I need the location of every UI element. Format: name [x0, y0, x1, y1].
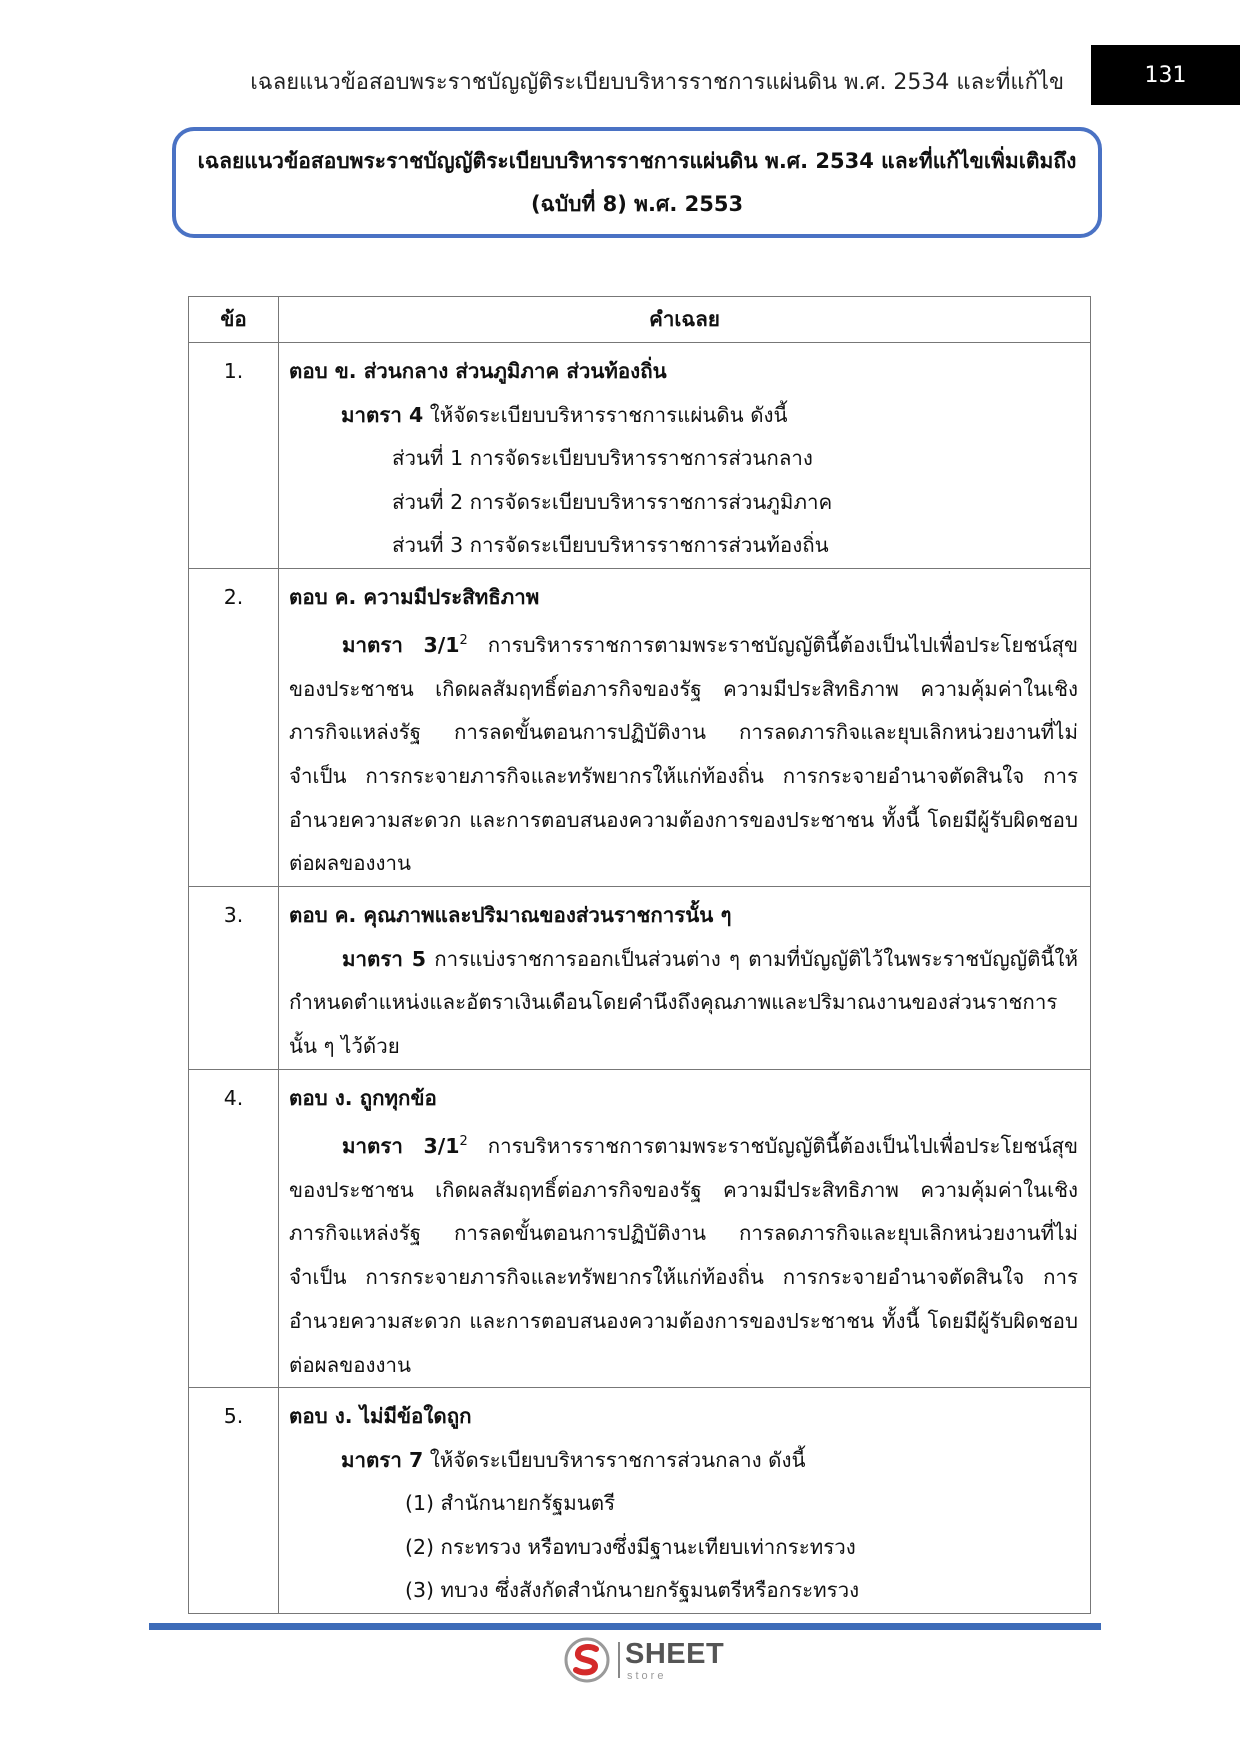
answer-choice: ตอบ ค. ความมีประสิทธิภาพ — [289, 584, 540, 609]
section-text: การบริหารราชการตามพระราชบัญญัตินี้ต้องเป็นไปเพื่อประโยชน์สุขของประชาชน เกิดผลสัมฤทธิ์ต่อภารกิจของรัฐ ความมีประสิทธิภาพ ความคุ้มค่าในเชิงภารกิจแหล่งรัฐ การลดขั้นตอนการปฏิบัติงาน การลดภารกิจและยุบเลิกหน่วยงานที่ไม่จำเป็น การกระจายภารกิจและทรัพยากรให้แก่ท้องถิ่น การกระจายอำนาจตัดสินใจ การอำนวยความสะดวก และการตอบสนองความต้องการของประชาชน ทั้งนี้ โดยมีผู้รับผิดชอบต่อผลของงาน — [289, 1133, 1078, 1377]
table-row — [189, 1069, 1091, 1388]
section-citation — [289, 1120, 1078, 1387]
answer-cell — [279, 343, 1091, 569]
section-text: ให้จัดระเบียบบริหารราชการส่วนกลาง ดังนี้ — [423, 1447, 806, 1472]
section-text: ให้จัดระเบียบบริหารราชการแผ่นดิน ดังนี้ — [423, 402, 788, 427]
section-citation — [289, 619, 1078, 886]
section-label: มาตรา 3/1 — [342, 632, 460, 657]
answer-key-table — [188, 296, 1091, 1614]
sheet-store-logo-icon — [563, 1636, 611, 1684]
column-header-number: ข้อ — [189, 297, 279, 343]
logo-subtext: store — [627, 1670, 667, 1682]
section-label: มาตรา 4 — [341, 402, 424, 427]
logo-text: SHEET — [625, 1638, 725, 1670]
question-number: 3. — [189, 887, 279, 1070]
list-item: ส่วนที่ 3 การจัดระเบียบบริหารราชการส่วนท้องถิ่น — [392, 533, 829, 557]
list-item: ส่วนที่ 1 การจัดระเบียบบริหารราชการส่วนกลาง — [392, 446, 813, 470]
answer-cell — [279, 887, 1091, 1070]
table-header-row — [189, 297, 1091, 343]
footer-divider-bar — [149, 1623, 1101, 1630]
answer-choice: ตอบ ข. ส่วนกลาง ส่วนภูมิภาค ส่วนท้องถิ่น — [289, 359, 667, 383]
running-header-title: เฉลยแนวข้อสอบพระราชบัญญัติระเบียบบริหารราชการแผ่นดิน พ.ศ. 2534 และที่แก้ไข — [250, 70, 1064, 95]
question-number: 4. — [189, 1069, 279, 1388]
section-title-line-2: (ฉบับที่ 8) พ.ศ. 2553 — [530, 191, 744, 216]
section-citation — [289, 938, 1078, 1069]
page-number: 131 — [1091, 45, 1240, 105]
answer-cell — [279, 1388, 1091, 1614]
section-text: การแบ่งราชการออกเป็นส่วนต่าง ๆ ตามที่บัญญัติไว้ในพระราชบัญญัตินี้ให้กำหนดตำแหน่งและอัตราเงินเดือนโดยคำนึงถึงคุณภาพและปริมาณงานของส่วนราชการนั้น ๆ ไว้ด้วย — [289, 946, 1079, 1058]
answer-choice: ตอบ ง. ถูกทุกข้อ — [289, 1085, 437, 1110]
section-title-line-1: เฉลยแนวข้อสอบพระราชบัญญัติระเบียบบริหารราชการแผ่นดิน พ.ศ. 2534 และที่แก้ไขเพิ่มเติมถึง — [197, 148, 1077, 173]
answer-choice: ตอบ ค. คุณภาพและปริมาณของส่วนราชการนั้น ๆ — [289, 903, 732, 928]
section-label: มาตรา 3/1 — [342, 1133, 460, 1158]
footnote-marker: 2 — [459, 1134, 468, 1150]
table-row — [189, 568, 1091, 887]
list-item: (2) กระทรวง หรือทบวงซึ่งมีฐานะเทียบเท่ากระทรวง — [405, 1534, 856, 1559]
question-number: 2. — [189, 568, 279, 887]
sheet-store-logo — [563, 1636, 723, 1686]
question-number: 1. — [189, 343, 279, 569]
section-title-box — [172, 127, 1102, 238]
answer-cell — [279, 1069, 1091, 1388]
section-citation — [289, 394, 1078, 438]
answer-cell — [279, 568, 1091, 887]
section-label: มาตรา 5 — [342, 946, 427, 971]
list-item: (3) ทบวง ซึ่งสังกัดสำนักนายกรัฐมนตรีหรือกระทรวง — [405, 1578, 860, 1603]
section-text: การบริหารราชการตามพระราชบัญญัตินี้ต้องเป็นไปเพื่อประโยชน์สุขของประชาชน เกิดผลสัมฤทธิ์ต่อภารกิจของรัฐ ความมีประสิทธิภาพ ความคุ้มค่าในเชิงภารกิจแหล่งรัฐ การลดขั้นตอนการปฏิบัติงาน การลดภารกิจและยุบเลิกหน่วยงานที่ไม่จำเป็น การกระจายภารกิจและทรัพยากรให้แก่ท้องถิ่น การกระจายอำนาจตัดสินใจ การอำนวยความสะดวก และการตอบสนองความต้องการของประชาชน ทั้งนี้ โดยมีผู้รับผิดชอบต่อผลของงาน — [289, 632, 1078, 876]
column-header-answer: คำเฉลย — [279, 297, 1091, 343]
table-row — [189, 343, 1091, 569]
table-row — [189, 887, 1091, 1070]
question-number: 5. — [189, 1388, 279, 1614]
section-citation — [289, 1439, 1078, 1483]
list-item: (1) สำนักนายกรัฐมนตรี — [405, 1491, 616, 1516]
section-label: มาตรา 7 — [341, 1447, 424, 1472]
footnote-marker: 2 — [459, 633, 468, 648]
list-item: ส่วนที่ 2 การจัดระเบียบบริหารราชการส่วนภูมิภาค — [392, 489, 833, 514]
answer-choice: ตอบ ง. ไม่มีข้อใดถูก — [289, 1404, 472, 1429]
table-row — [189, 1388, 1091, 1614]
logo-separator — [618, 1642, 620, 1678]
